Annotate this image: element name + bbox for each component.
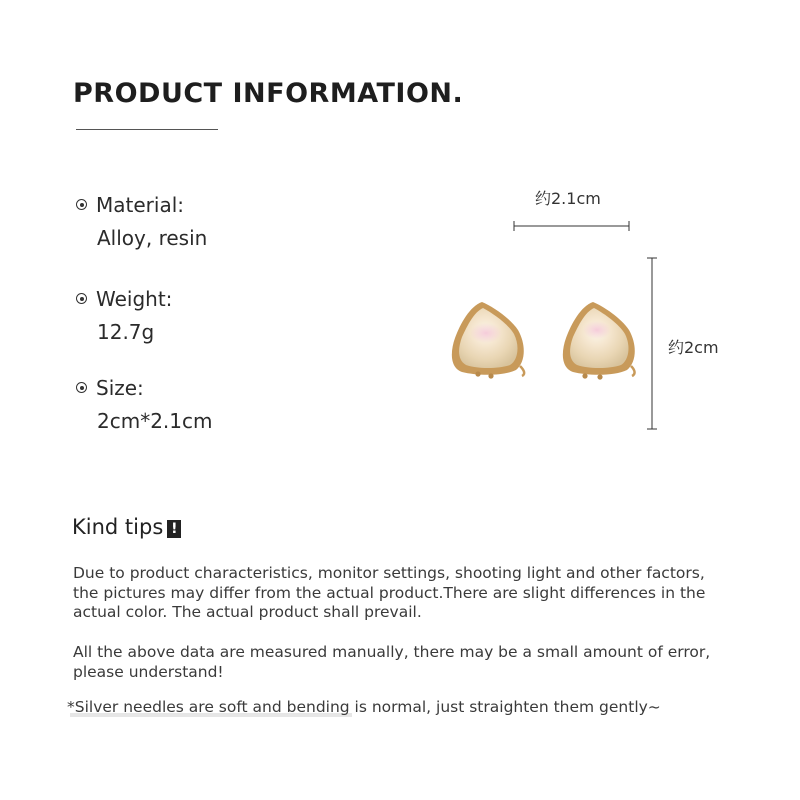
earring-right: [563, 302, 635, 380]
earring-left: [452, 302, 524, 379]
kind-tips-label: Kind tips: [72, 515, 164, 539]
spec-size-label: Size:: [96, 376, 144, 400]
silver-needle-note: *Silver needles are soft and bending is normal, just straighten them gently~: [67, 698, 661, 716]
height-dimension-label: 约2cm: [668, 338, 719, 357]
width-dimension-line: [514, 221, 629, 231]
kind-tips-heading: [72, 515, 181, 539]
spec-material-value: Alloy, resin: [97, 226, 208, 250]
spec-weight-value: 12.7g: [97, 320, 155, 344]
spec-size-value: 2cm*2.1cm: [97, 409, 213, 433]
spec-material-label: Material:: [96, 193, 184, 217]
spec-weight-label: Weight:: [96, 287, 173, 311]
disclaimer-paragraph: Due to product characteristics, monitor settings, shooting light and other factors, the pictures may differ from the actual product.There are slight differences in the actual color. The actual product shall prevail.: [73, 564, 706, 621]
exclamation-icon: !: [167, 520, 181, 538]
width-dimension-label: 约2.1cm: [535, 189, 601, 208]
height-dimension-line: [647, 258, 657, 429]
page-title: PRODUCT INFORMATION.: [73, 78, 464, 109]
measurement-paragraph: All the above data are measured manually, there may be a small amount of error, please understand!: [73, 643, 711, 681]
